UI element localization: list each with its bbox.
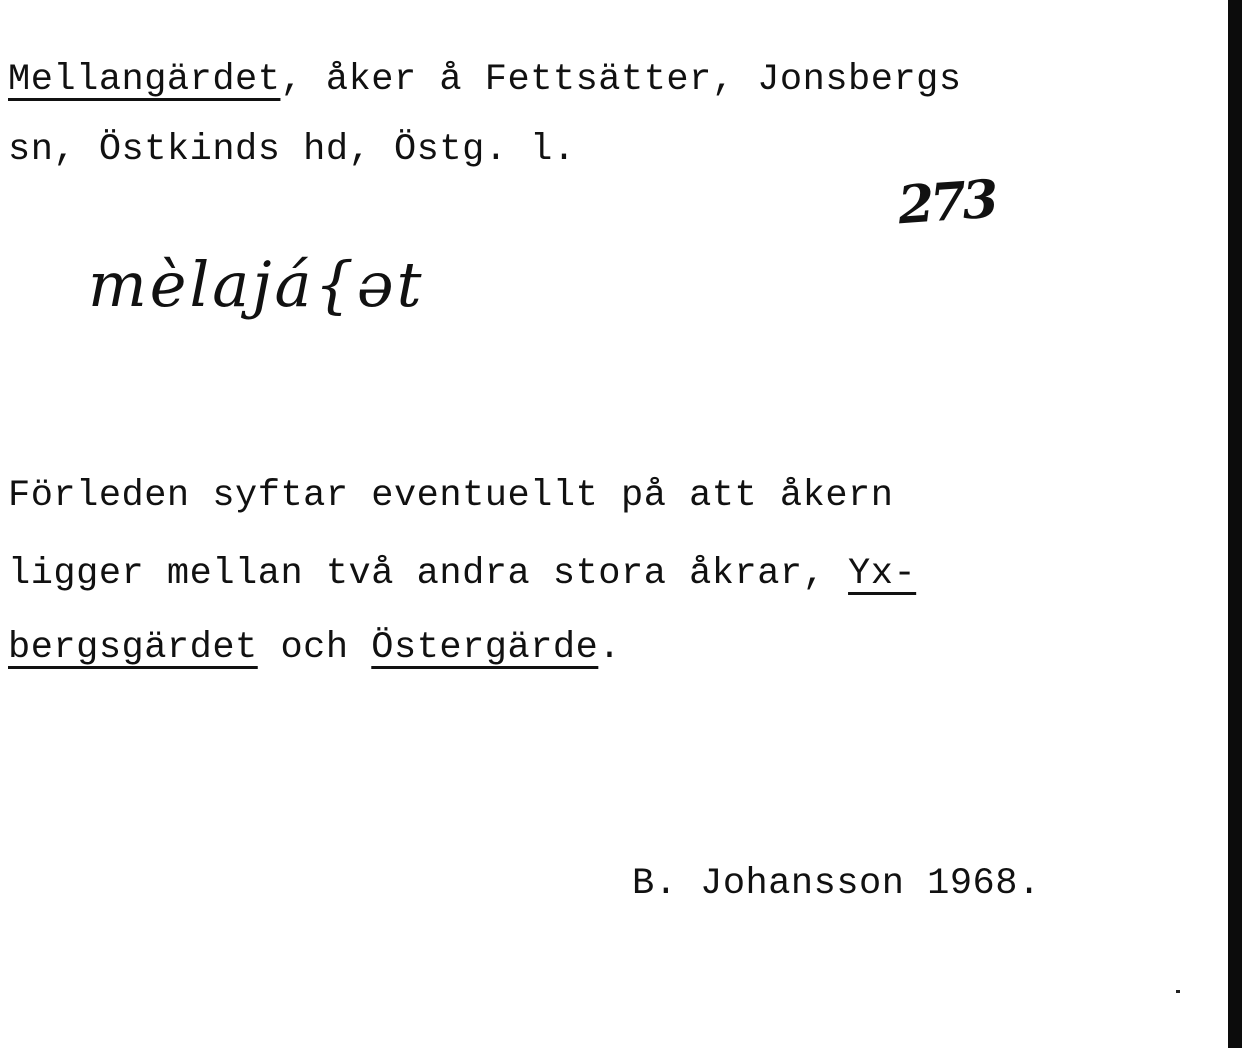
reference-ostergarde: Östergärde [371, 627, 599, 669]
reference-yxbergsgardet-part1: Yx- [848, 553, 917, 595]
heading-line-2: sn, Östkinds hd, Östg. l. [8, 129, 576, 171]
pronunciation-transcription: mèlajá{ət [88, 248, 425, 321]
explanation-line-2-text: ligger mellan två andra stora åkrar, [8, 553, 849, 595]
card-edge-line [1228, 0, 1242, 1048]
connector-text: och [257, 627, 372, 669]
end-punctuation: . [598, 627, 622, 669]
explanation-line-2 [8, 553, 917, 595]
signature-line: B. Johansson 1968. [632, 863, 1041, 905]
heading-line-1 [8, 59, 962, 101]
scan-speck [1176, 990, 1180, 993]
explanation-line-3 [8, 627, 622, 669]
place-name: Mellangärdet [8, 59, 281, 101]
card-number: 273 [895, 168, 997, 237]
reference-yxbergsgardet-part2: bergsgärdet [8, 627, 258, 669]
explanation-line-1: Förleden syftar eventuellt på att åkern [8, 475, 894, 517]
heading-line-1-rest: , åker å Fettsätter, Jonsbergs [280, 59, 962, 101]
